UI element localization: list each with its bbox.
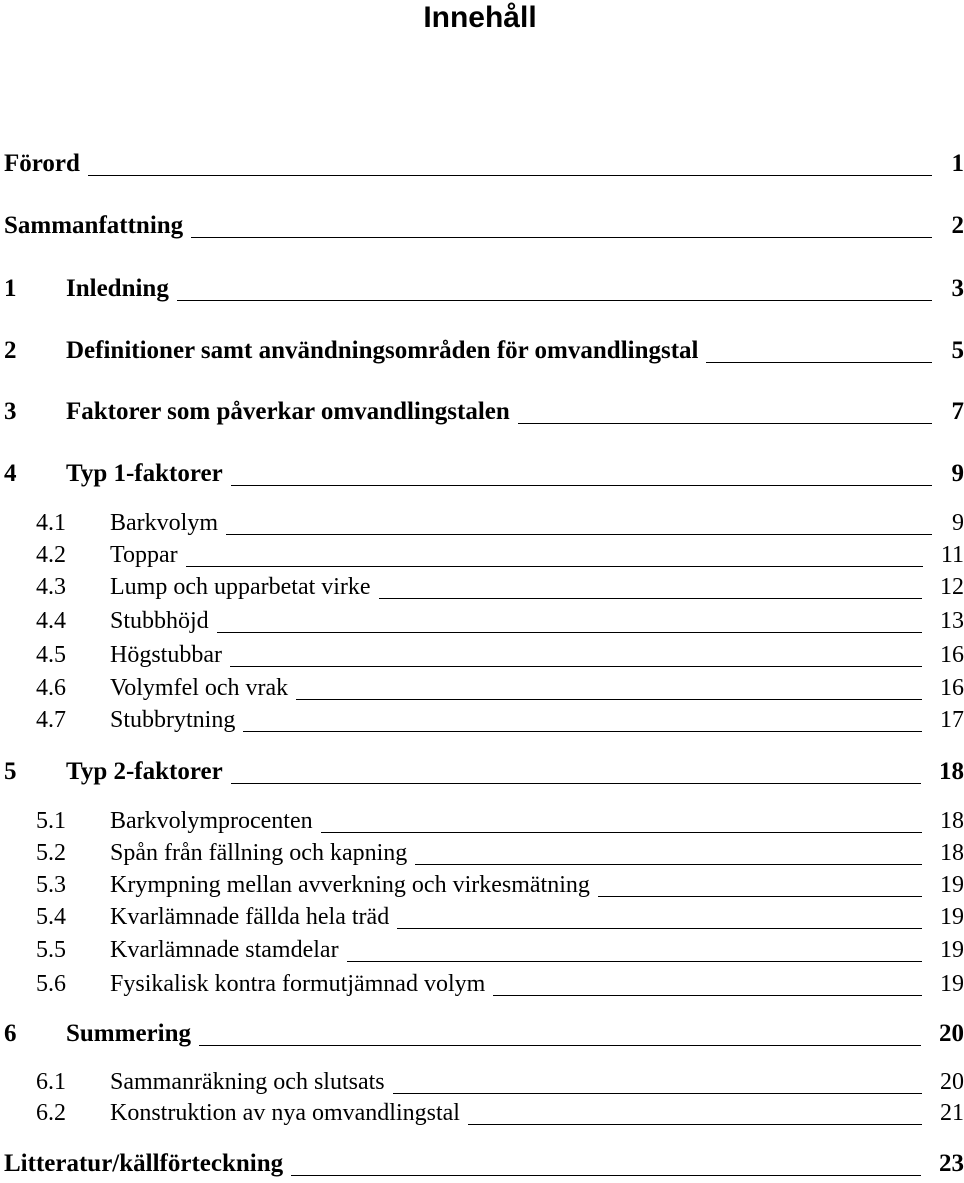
toc-entry-number: 4 xyxy=(4,460,17,487)
toc-entry-label: Barkvolym xyxy=(110,510,218,536)
toc-entry[interactable] xyxy=(36,971,964,998)
toc-entry-number: 5.4 xyxy=(36,904,66,930)
toc-entry-page-number: 5 xyxy=(951,337,964,364)
toc-entry-page-number: 7 xyxy=(951,398,964,425)
toc-leader-line xyxy=(230,666,922,667)
toc-entry-page-number: 13 xyxy=(940,608,964,634)
toc-entry-number: 4.7 xyxy=(36,707,66,733)
toc-entry[interactable] xyxy=(4,150,964,178)
toc-entry-number: 2 xyxy=(4,337,17,364)
toc-leader-line xyxy=(347,961,922,962)
toc-entry-number: 4.5 xyxy=(36,642,66,668)
toc-entry-number: 6.2 xyxy=(36,1100,66,1126)
toc-entry[interactable] xyxy=(4,758,964,786)
toc-leader-line xyxy=(296,699,922,700)
toc-entry-number: 4.6 xyxy=(36,675,66,701)
toc-entry-page-number: 16 xyxy=(940,675,964,701)
toc-leader-line xyxy=(468,1124,922,1125)
toc-leader-line xyxy=(231,783,921,784)
toc-leader-line xyxy=(243,731,922,732)
toc-entry-number: 5 xyxy=(4,758,17,785)
toc-entry-number: 5.5 xyxy=(36,937,66,963)
toc-entry[interactable] xyxy=(36,840,964,867)
toc-entry-number: 5.3 xyxy=(36,872,66,898)
toc-leader-line xyxy=(88,175,932,176)
toc-entry-page-number: 18 xyxy=(940,840,964,866)
toc-entry-number: 5.2 xyxy=(36,840,66,866)
toc-entry[interactable] xyxy=(4,212,964,240)
toc-entry-number: 1 xyxy=(4,275,17,302)
toc-entry-label: Summering xyxy=(66,1020,191,1047)
toc-entry-page-number: 11 xyxy=(940,542,964,568)
toc-entry-label: Spån från fällning och kapning xyxy=(110,840,408,866)
toc-entry[interactable] xyxy=(36,608,964,635)
toc-entry-page-number: 18 xyxy=(939,758,964,785)
toc-entry-label: Lump och upparbetat virke xyxy=(110,574,371,600)
toc-leader-line xyxy=(598,896,922,897)
toc-leader-line xyxy=(186,566,923,567)
toc-entry[interactable] xyxy=(36,872,964,899)
toc-entry-label: Kvarlämnade stamdelar xyxy=(110,937,339,963)
toc-leader-line xyxy=(493,995,922,996)
page-title: Innehåll xyxy=(423,1,537,34)
toc-entry[interactable] xyxy=(36,904,964,931)
toc-entry-label: Typ 1-faktorer xyxy=(66,460,223,487)
toc-entry-label: Faktorer som påverkar omvandlingstalen xyxy=(66,398,510,425)
toc-entry-page-number: 21 xyxy=(940,1100,964,1126)
toc-entry-label: Toppar xyxy=(110,542,178,568)
toc-entry[interactable] xyxy=(4,337,964,365)
toc-entry-page-number: 18 xyxy=(940,808,964,834)
toc-leader-line xyxy=(177,300,932,301)
toc-leader-line xyxy=(231,485,932,486)
toc-entry-label: Sammanfattning xyxy=(4,212,184,239)
toc-entry-number: 4.1 xyxy=(36,510,66,536)
toc-entry-label: Konstruktion av nya omvandlingstal xyxy=(110,1100,460,1126)
toc-entry[interactable] xyxy=(4,1150,964,1178)
toc-entry[interactable] xyxy=(4,460,964,488)
toc-leader-line xyxy=(397,928,922,929)
toc-entry-label: Definitioner samt användningsområden för omvandlingstal xyxy=(66,337,699,364)
toc-entry-number: 4.4 xyxy=(36,608,66,634)
toc-entry-number: 4.2 xyxy=(36,542,66,568)
toc-entry[interactable] xyxy=(36,510,964,537)
toc-entry-page-number: 20 xyxy=(940,1069,964,1095)
toc-entry[interactable] xyxy=(36,675,964,702)
toc-entry-page-number: 9 xyxy=(951,460,964,487)
toc-entry-number: 6.1 xyxy=(36,1069,66,1095)
toc-entry-number: 6 xyxy=(4,1020,17,1047)
toc-entry-label: Sammanräkning och slutsats xyxy=(110,1069,385,1095)
toc-entry-page-number: 20 xyxy=(939,1020,964,1047)
toc-entry-page-number: 12 xyxy=(940,574,964,600)
toc-entry[interactable] xyxy=(36,642,964,669)
toc-entry-label: Högstubbar xyxy=(110,642,222,668)
toc-entry-label: Typ 2-faktorer xyxy=(66,758,223,785)
toc-entry-page-number: 23 xyxy=(939,1150,964,1177)
toc-leader-line xyxy=(217,632,922,633)
toc-leader-line xyxy=(321,832,922,833)
toc-entry-label: Litteratur/källförteckning xyxy=(4,1150,284,1177)
toc-entry[interactable] xyxy=(36,1100,964,1127)
toc-leader-line xyxy=(226,534,932,535)
toc-entry[interactable] xyxy=(36,808,964,835)
toc-entry-label: Volymfel och vrak xyxy=(110,675,289,701)
toc-entry[interactable] xyxy=(36,1069,964,1096)
toc-entry-number: 5.6 xyxy=(36,971,66,997)
toc-entry-label: Stubbrytning xyxy=(110,707,236,733)
toc-entry-label: Förord xyxy=(4,150,80,177)
toc-leader-line xyxy=(291,1175,921,1176)
toc-entry-label: Krympning mellan avverkning och virkesmätning xyxy=(110,872,590,898)
toc-entry[interactable] xyxy=(4,275,964,303)
toc-entry[interactable] xyxy=(4,1020,964,1048)
toc-leader-line xyxy=(706,362,932,363)
toc-entry-page-number: 2 xyxy=(951,212,964,239)
toc-entry-label: Inledning xyxy=(66,275,169,302)
toc-entry-page-number: 3 xyxy=(951,275,964,302)
toc-entry[interactable] xyxy=(36,542,964,569)
toc-entry-page-number: 17 xyxy=(940,707,964,733)
toc-entry-number: 5.1 xyxy=(36,808,66,834)
toc-entry[interactable] xyxy=(36,937,964,964)
toc-entry-label: Stubbhöjd xyxy=(110,608,209,634)
toc-entry-page-number: 16 xyxy=(940,642,964,668)
toc-leader-line xyxy=(518,423,932,424)
toc-entry-page-number: 19 xyxy=(940,937,964,963)
toc-entry-label: Kvarlämnade fällda hela träd xyxy=(110,904,390,930)
toc-entry-page-number: 19 xyxy=(940,904,964,930)
toc-entry[interactable] xyxy=(36,574,964,601)
toc-entry-page-number: 19 xyxy=(940,971,964,997)
toc-entry-number: 4.3 xyxy=(36,574,66,600)
toc-leader-line xyxy=(393,1093,922,1094)
toc-entry-label: Fysikalisk kontra formutjämnad volym xyxy=(110,971,486,997)
toc-leader-line xyxy=(379,598,922,599)
toc-entry-page-number: 9 xyxy=(952,510,964,536)
toc-entry-page-number: 1 xyxy=(951,150,964,177)
toc-entry-page-number: 19 xyxy=(940,872,964,898)
toc-entry[interactable] xyxy=(4,398,964,426)
toc-leader-line xyxy=(415,864,922,865)
toc-entry[interactable] xyxy=(36,707,964,734)
toc-entry-label: Barkvolymprocenten xyxy=(110,808,313,834)
toc-leader-line xyxy=(191,237,932,238)
toc-entry-number: 3 xyxy=(4,398,17,425)
toc-leader-line xyxy=(199,1045,921,1046)
